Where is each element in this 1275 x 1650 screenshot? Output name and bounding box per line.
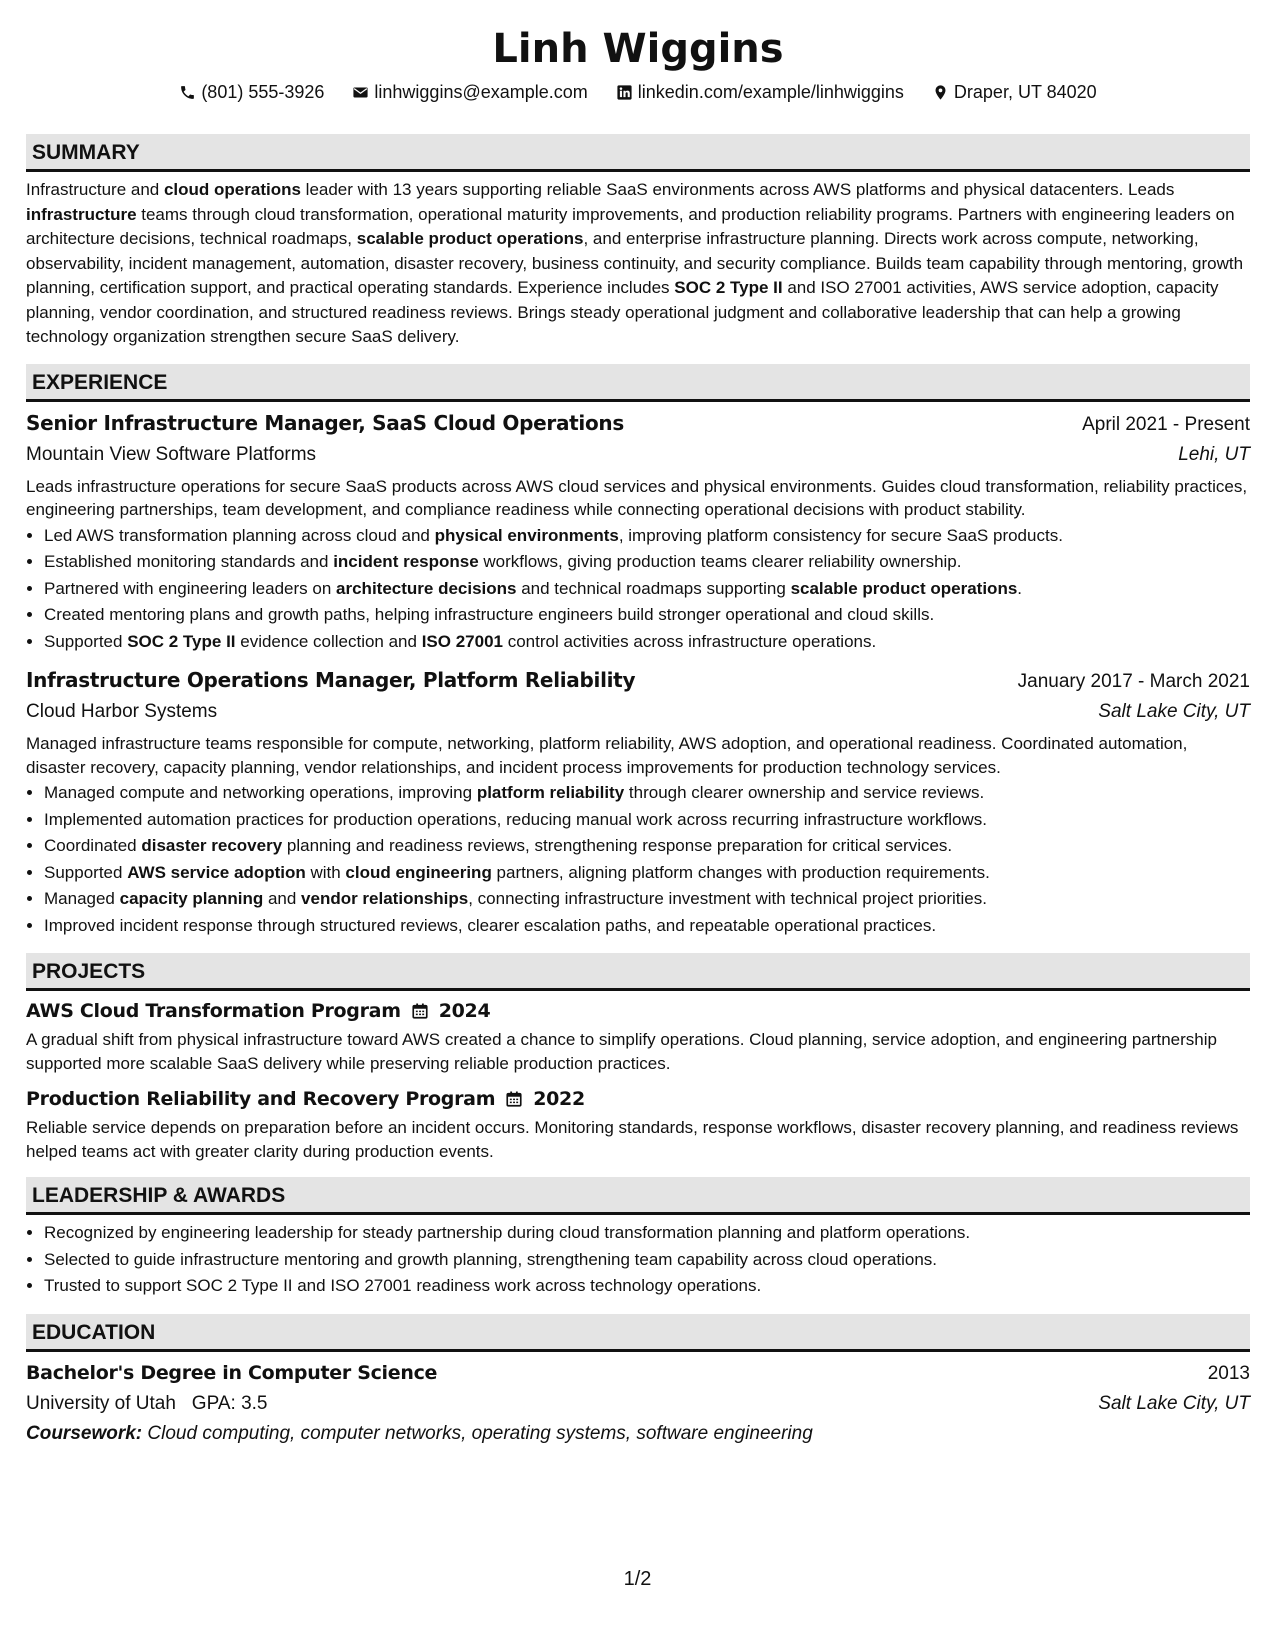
text-span: control activities across infrastructure operations. <box>502 631 877 651</box>
phone-text: (801) 555-3926 <box>201 82 325 102</box>
bold-text: architecture decisions <box>336 578 517 598</box>
bold-text: cloud engineering <box>345 862 492 882</box>
job-bullets <box>26 780 1250 939</box>
coursework <box>26 1419 1250 1448</box>
text-span: and technical roadmaps supporting <box>516 578 791 598</box>
list-item <box>44 780 1250 807</box>
education-location: Salt Lake City, UT <box>1098 1392 1250 1414</box>
text-span: Led AWS transformation planning across cloud and <box>44 525 435 545</box>
school-name: University of Utah <box>26 1392 176 1414</box>
text-span: . <box>1017 578 1023 598</box>
calendar-icon <box>411 1002 429 1020</box>
project-entry <box>26 1084 1250 1163</box>
text-span: Improved incident response through structured reviews, clearer escalation paths, and repeatable operational practices. <box>44 915 937 935</box>
text-span: with <box>305 862 346 882</box>
job-date: January 2017 - March 2021 <box>1017 671 1250 692</box>
list-item <box>44 833 1250 860</box>
text-span: and ISO 27001 activities, AWS service adoption, capacity planning, vendor coordination, and structured readiness reviews. Brings steady operational judgment and collaborative leadership that can help a growing technology organization strengthen secure SaaS delivery. <box>26 278 1219 346</box>
list-item <box>44 807 1250 834</box>
resume-page <box>26 0 1250 1448</box>
education-year: 2013 <box>1207 1362 1250 1384</box>
page-number: 1/2 <box>623 1568 652 1590</box>
bold-text: vendor relationships <box>301 889 469 908</box>
text-span: leader with 13 years supporting reliable SaaS environments across AWS platforms and physical datacenters. Leads <box>300 180 1175 199</box>
text-span: , improving platform consistency for secure SaaS products. <box>618 525 1063 545</box>
text-span: Implemented automation practices for production operations, reducing manual work across recurring infrastructure workflows. <box>44 809 987 829</box>
map-pin-icon <box>932 84 949 101</box>
job-description: Leads infrastructure operations for secure SaaS products across AWS cloud services and physical environments. Guides cloud transformation, reliability practices, engineering partnerships, team development, and compliance readiness while connecting operational decisions with product stability. <box>26 476 1248 519</box>
job-entry <box>26 408 1250 656</box>
job-date: April 2021 - Present <box>1082 413 1250 435</box>
section-header-experience: EXPERIENCE <box>26 364 1250 402</box>
bold-text: infrastructure <box>26 204 137 224</box>
text-span: Managed compute and networking operations, improving <box>44 783 477 802</box>
bold-text: scalable product operations <box>790 578 1018 598</box>
envelope-icon <box>352 84 369 101</box>
bold-text: capacity planning <box>119 889 264 908</box>
bold-text: SOC 2 Type II <box>127 631 236 651</box>
text-span: Established monitoring standards and <box>44 552 334 571</box>
coursework-label: Coursework: <box>26 1422 143 1444</box>
contact-email[interactable] <box>352 80 587 104</box>
bold-text: ISO 27001 <box>421 631 503 651</box>
section-header-projects: PROJECTS <box>26 953 1250 991</box>
text-span: Supported <box>44 631 128 651</box>
project-title: Production Reliability and Recovery Program <box>26 1088 496 1110</box>
list-item <box>44 549 1250 576</box>
leadership-bullets <box>26 1220 1250 1300</box>
list-item <box>44 913 1250 940</box>
contact-linkedin[interactable] <box>616 80 904 104</box>
linkedin-icon <box>616 84 633 101</box>
list-item <box>44 576 1250 603</box>
list-item <box>44 886 1250 913</box>
project-title: AWS Cloud Transformation Program <box>26 1000 401 1022</box>
text-span: , and enterprise infrastructure planning. Directs work across compute, networking, observability, incident management, automation, disaster recovery, business continuity, and security compliance. Builds team capability through mentoring, growth planning, certification support, and practical operating standards. Experience includes <box>26 229 1244 297</box>
list-item <box>44 523 1250 550</box>
text-span: , connecting infrastructure investment with technical project priorities. <box>468 889 987 908</box>
text-span: workflows, giving production teams clearer reliability ownership. <box>478 552 962 571</box>
text-span: and <box>263 889 302 908</box>
job-company: Cloud Harbor Systems <box>26 701 218 722</box>
linkedin-text[interactable]: linkedin.com/example/linhwiggins <box>637 82 904 102</box>
calendar-icon <box>505 1090 523 1108</box>
text-span: Partnered with engineering leaders on <box>44 578 337 598</box>
job-bullets <box>26 523 1250 656</box>
job-title: Infrastructure Operations Manager, Platform Reliability <box>26 668 636 692</box>
job-entry <box>26 665 1250 939</box>
email-text[interactable]: linhwiggins@example.com <box>374 82 588 102</box>
job-location: Lehi, UT <box>1178 443 1250 465</box>
text-span: teams through cloud transformation, operational maturity improvements, and production reliability programs. Partners with engineering leaders on architecture decisions, technical roadmaps, <box>26 204 1235 248</box>
contact-phone <box>179 80 324 104</box>
list-item <box>44 860 1250 887</box>
text-span: planning and readiness reviews, strengthening response preparation for critical services. <box>282 836 953 855</box>
contact-location <box>932 80 1097 104</box>
job-location: Salt Lake City, UT <box>1098 701 1250 722</box>
project-description: A gradual shift from physical infrastructure toward AWS created a chance to simplify operations. Cloud planning, service adoption, and engineering partnership supported more scalable SaaS delivery while preserving reliable production practices. <box>26 1030 1217 1073</box>
section-header-summary: SUMMARY <box>26 134 1250 172</box>
text-span: partners, aligning platform changes with production requirements. <box>491 862 990 882</box>
text-span: Infrastructure and <box>26 180 164 199</box>
text-span: Supported <box>44 862 128 882</box>
text-span: Created mentoring plans and growth paths, helping infrastructure engineers build stronger operational and cloud skills. <box>44 605 935 624</box>
bold-text: AWS service adoption <box>127 862 306 882</box>
candidate-name: Linh Wiggins <box>492 26 784 72</box>
list-item <box>44 629 1250 656</box>
text-span: Managed <box>44 889 120 908</box>
education-entry <box>26 1358 1250 1448</box>
bold-text: platform reliability <box>476 783 625 802</box>
text-span: through clearer ownership and service reviews. <box>624 783 985 802</box>
job-title: Senior Infrastructure Manager, SaaS Cloud Operations <box>26 410 624 435</box>
project-year: 2024 <box>438 1000 491 1022</box>
gpa: GPA: 3.5 <box>191 1392 268 1414</box>
list-item: • Recognized by engineering leadership for steady partnership during cloud transformation planning and platform operations. <box>44 1220 1250 1247</box>
bold-text: SOC 2 Type II <box>674 278 783 297</box>
degree: Bachelor's Degree in Computer Science <box>26 1361 438 1384</box>
list-item: • Trusted to support SOC 2 Type II and ISO 27001 readiness work across technology operations. <box>44 1273 1250 1300</box>
phone-icon <box>179 84 196 101</box>
summary-text <box>26 178 1250 350</box>
project-description: Reliable service depends on preparation before an incident occurs. Monitoring standards, response workflows, disaster recovery planning, and readiness reviews helped teams act with greater clarity during production events. <box>26 1118 1239 1161</box>
school-line <box>26 1389 267 1419</box>
job-description: Managed infrastructure teams responsible for compute, networking, platform reliability, AWS adoption, and operational readiness. Coordinated automation, disaster recovery, capacity planning, vendor relationships, and incident process improvements for production technology services. <box>26 734 1188 777</box>
bold-text: physical environments <box>434 525 619 545</box>
job-company: Mountain View Software Platforms <box>26 443 317 465</box>
bold-text: disaster recovery <box>141 836 283 855</box>
project-year: 2022 <box>533 1088 585 1110</box>
text-span: evidence collection and <box>235 631 422 651</box>
project-entry <box>26 996 1250 1075</box>
list-item <box>44 602 1250 629</box>
section-header-leadership: LEADERSHIP & AWARDS <box>26 1177 1250 1215</box>
text-span: Coordinated <box>44 836 142 855</box>
coursework-text: Cloud computing, computer networks, operating systems, software engineering <box>147 1422 813 1444</box>
bold-text: cloud operations <box>163 180 301 199</box>
location-text: Draper, UT 84020 <box>953 82 1097 102</box>
bold-text: incident response <box>333 552 479 571</box>
bold-text: scalable product operations <box>356 229 584 248</box>
contact-bar <box>26 80 1250 104</box>
list-item: • Selected to guide infrastructure mentoring and growth planning, strengthening team capability across cloud operations. <box>44 1247 1250 1274</box>
section-header-education: EDUCATION <box>26 1314 1250 1352</box>
